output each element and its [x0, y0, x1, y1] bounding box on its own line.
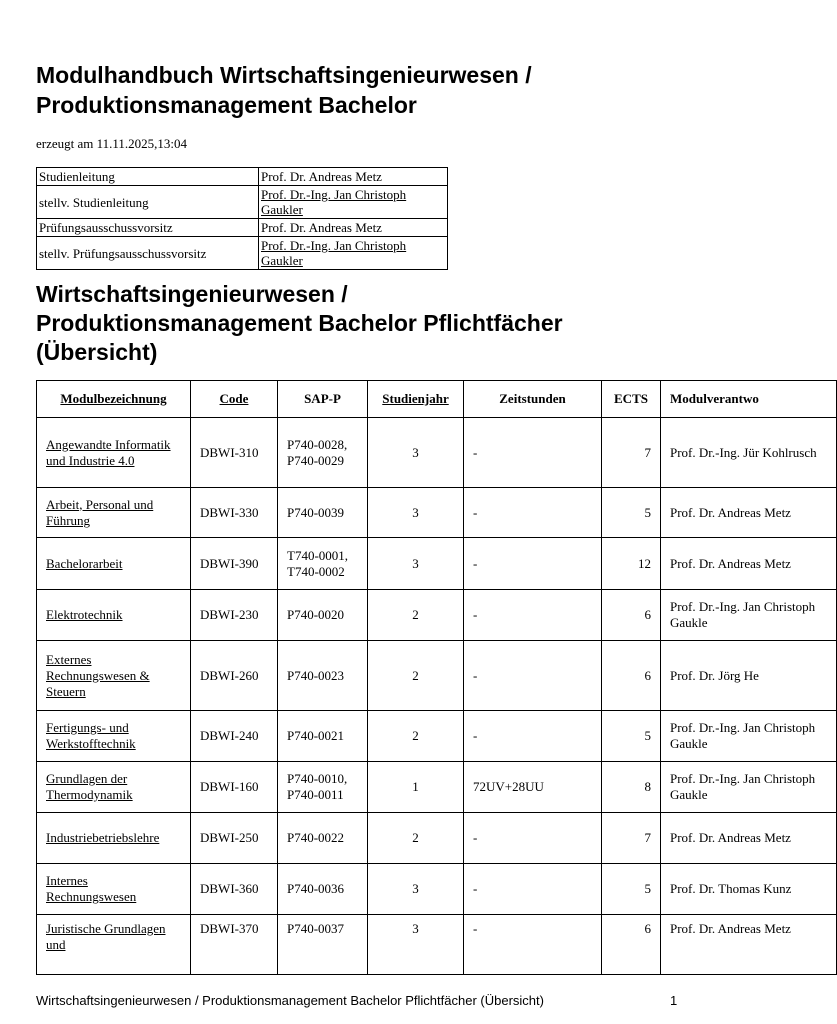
module-studienjahr: 3 [412, 881, 419, 896]
module-responsible-cell [661, 813, 837, 864]
info-value-link[interactable]: Prof. Dr.-Ing. Jan Christoph Gaukler [259, 186, 448, 219]
module-zeitstunden: - [473, 555, 478, 571]
modules-table [36, 380, 837, 975]
module-zeitstunden: - [473, 728, 478, 743]
section-title [36, 280, 756, 367]
module-sap-p: P740-0020 [287, 607, 345, 622]
module-sap-p: P740-0036 [287, 881, 345, 896]
module-responsible-cell [661, 641, 837, 711]
module-sap-p: P740-0022 [287, 830, 345, 845]
module-responsible: Prof. Dr. Andreas Metz [670, 555, 791, 571]
module-studienjahr-cell [368, 711, 464, 762]
module-name-link[interactable]: Juristische Grundlagen und [46, 921, 166, 952]
module-code: DBWI-370 [200, 921, 259, 936]
module-zeitstunden-cell [464, 813, 602, 864]
module-responsible-cell [661, 864, 837, 915]
module-responsible: Prof. Dr.-Ing. Jan Christoph Gaukle [670, 720, 816, 751]
module-name-link[interactable]: Arbeit, Personal und Führung [46, 496, 154, 528]
module-ects-cell [602, 711, 661, 762]
module-studienjahr-cell [368, 590, 464, 641]
module-studienjahr-cell [368, 418, 464, 488]
module-studienjahr: 3 [412, 444, 419, 460]
module-code: DBWI-160 [200, 779, 259, 794]
module-name-link[interactable]: Angewandte Informatik und Industrie 4.0 [46, 436, 171, 468]
module-code-cell [191, 864, 278, 915]
module-row [37, 864, 837, 915]
module-zeitstunden: 72UV+28UU [473, 779, 544, 794]
module-code: DBWI-310 [200, 444, 259, 460]
section-title-line2: Produktionsmanagement Bachelor Pflichtfächer [36, 310, 563, 336]
module-ects: 5 [644, 881, 651, 896]
module-name-link-cell [37, 915, 191, 975]
header-modulverantwortung: Modulverantwo [661, 381, 837, 418]
module-row [37, 711, 837, 762]
module-ects: 6 [644, 607, 651, 622]
module-name-link[interactable]: Fertigungs- und Werkstofftechnik [46, 720, 136, 751]
header-sap-p: SAP-P [278, 381, 368, 418]
module-studienjahr-cell [368, 864, 464, 915]
header-modulbezeichnung[interactable]: Modulbezeichnung [37, 381, 191, 418]
info-table [36, 167, 448, 270]
module-row [37, 418, 837, 488]
module-zeitstunden: - [473, 881, 478, 896]
module-row [37, 915, 837, 975]
module-zeitstunden-cell [464, 711, 602, 762]
module-sap-p-cell [278, 488, 368, 538]
module-studienjahr: 2 [412, 728, 419, 743]
header-studienjahr[interactable]: Studienjahr [368, 381, 464, 418]
module-studienjahr: 3 [412, 555, 419, 571]
module-ects: 6 [644, 921, 651, 936]
page-number: 1 [670, 993, 678, 1008]
module-name-link[interactable]: Internes Rechnungswesen [46, 873, 137, 904]
module-code: DBWI-260 [200, 667, 259, 683]
module-name-link[interactable]: Elektrotechnik [46, 607, 123, 622]
module-sap-p-cell [278, 762, 368, 813]
module-responsible-cell [661, 915, 837, 975]
module-row [37, 813, 837, 864]
info-row [37, 237, 448, 270]
module-zeitstunden-cell [464, 864, 602, 915]
module-studienjahr-cell [368, 488, 464, 538]
module-ects: 6 [644, 667, 651, 683]
module-ects-cell [602, 864, 661, 915]
module-row [37, 488, 837, 538]
module-row [37, 641, 837, 711]
module-responsible-cell [661, 488, 837, 538]
module-studienjahr: 2 [412, 667, 419, 683]
module-sap-p-cell [278, 711, 368, 762]
module-sap-p: P740-0028, P740-0029 [287, 436, 348, 468]
module-code: DBWI-240 [200, 728, 259, 743]
module-name-link-cell [37, 418, 191, 488]
document-title [36, 60, 756, 120]
module-sap-p: P740-0023 [287, 667, 345, 683]
module-studienjahr-cell [368, 762, 464, 813]
module-zeitstunden: - [473, 830, 478, 845]
module-ects: 12 [638, 555, 651, 571]
module-sap-p-cell [278, 915, 368, 975]
module-ects: 7 [644, 830, 651, 845]
module-zeitstunden-cell [464, 418, 602, 488]
module-sap-p-cell [278, 641, 368, 711]
module-zeitstunden: - [473, 607, 478, 622]
module-responsible: Prof. Dr. Thomas Kunz [670, 881, 792, 896]
document-title-line2: Produktionsmanagement Bachelor [36, 92, 417, 118]
module-sap-p: P740-0037 [287, 921, 345, 936]
module-studienjahr: 3 [412, 921, 419, 936]
module-sap-p: P740-0010, P740-0011 [287, 771, 348, 802]
section-title-line3: (Übersicht) [36, 339, 158, 365]
module-responsible: Prof. Dr.-Ing. Jan Christoph Gaukle [670, 771, 816, 802]
module-responsible: Prof. Dr. Andreas Metz [670, 921, 791, 936]
module-ects-cell [602, 915, 661, 975]
module-ects-cell [602, 488, 661, 538]
module-code: DBWI-390 [200, 555, 259, 571]
module-ects-cell [602, 762, 661, 813]
module-sap-p-cell [278, 538, 368, 590]
module-responsible: Prof. Dr.-Ing. Jan Christoph Gaukle [670, 599, 816, 630]
module-zeitstunden: - [473, 444, 478, 460]
info-label: Studienleitung [37, 168, 259, 186]
header-ects: ECTS [602, 381, 661, 418]
module-sap-p: T740-0001, T740-0002 [287, 547, 349, 579]
module-name-link-cell [37, 641, 191, 711]
module-studienjahr: 1 [412, 779, 419, 794]
module-row [37, 762, 837, 813]
module-code: DBWI-250 [200, 830, 259, 845]
module-name-link-cell [37, 488, 191, 538]
module-responsible: Prof. Dr. Andreas Metz [670, 504, 791, 520]
module-zeitstunden: - [473, 921, 478, 936]
module-code-cell [191, 813, 278, 864]
info-label: stellv. Prüfungsausschussvorsitz [37, 237, 259, 270]
info-row [37, 219, 448, 237]
module-responsible-cell [661, 418, 837, 488]
module-ects: 5 [644, 504, 651, 520]
info-value: Prof. Dr. Andreas Metz [259, 219, 448, 237]
module-studienjahr: 2 [412, 607, 419, 622]
module-name-link-cell [37, 762, 191, 813]
module-code-cell [191, 538, 278, 590]
module-studienjahr: 2 [412, 830, 419, 845]
module-name-link-cell [37, 864, 191, 915]
module-zeitstunden-cell [464, 488, 602, 538]
module-ects: 8 [644, 779, 651, 794]
module-zeitstunden: - [473, 667, 478, 683]
module-studienjahr-cell [368, 813, 464, 864]
module-name-link[interactable]: Industriebetriebslehre [46, 830, 160, 845]
module-sap-p-cell [278, 813, 368, 864]
info-label: Prüfungsausschussvorsitz [37, 219, 259, 237]
module-name-link[interactable]: Bachelorarbeit [46, 555, 123, 571]
module-responsible-cell [661, 538, 837, 590]
module-studienjahr-cell [368, 538, 464, 590]
module-zeitstunden-cell [464, 641, 602, 711]
module-ects-cell [602, 813, 661, 864]
generated-date: erzeugt am 11.11.2025,13:04 [36, 136, 188, 151]
module-responsible: Prof. Dr. Andreas Metz [670, 830, 791, 845]
module-studienjahr-cell [368, 641, 464, 711]
module-ects-cell [602, 538, 661, 590]
module-sap-p-cell [278, 864, 368, 915]
header-zeitstunden: Zeitstunden [464, 381, 602, 418]
module-ects: 5 [644, 728, 651, 743]
module-sap-p: P740-0021 [287, 728, 345, 743]
modules-table-wrapper [36, 380, 817, 980]
module-row [37, 538, 837, 590]
info-label: stellv. Studienleitung [37, 186, 259, 219]
module-responsible-cell [661, 762, 837, 813]
module-code-cell [191, 418, 278, 488]
module-zeitstunden-cell [464, 762, 602, 813]
module-ects: 7 [644, 444, 651, 460]
module-studienjahr-cell [368, 915, 464, 975]
section-title-line1: Wirtschaftsingenieurwesen / [36, 281, 348, 307]
info-value-link[interactable]: Prof. Dr.-Ing. Jan Christoph Gaukler [259, 237, 448, 270]
module-name-link-cell [37, 538, 191, 590]
info-row [37, 168, 448, 186]
module-code-cell [191, 711, 278, 762]
module-code-cell [191, 488, 278, 538]
module-sap-p-cell [278, 418, 368, 488]
module-name-link[interactable]: Grundlagen der Thermodynamik [46, 771, 133, 802]
module-name-link-cell [37, 813, 191, 864]
module-zeitstunden-cell [464, 590, 602, 641]
document-title-line1: Modulhandbuch Wirtschaftsingenieurwesen / [36, 62, 532, 88]
module-zeitstunden: - [473, 504, 478, 520]
module-code: DBWI-230 [200, 607, 259, 622]
module-code-cell [191, 590, 278, 641]
module-zeitstunden-cell [464, 538, 602, 590]
module-row [37, 590, 837, 641]
module-name-link[interactable]: Externes Rechnungswesen & Steuern [46, 651, 150, 699]
module-name-link-cell [37, 590, 191, 641]
header-code[interactable]: Code [191, 381, 278, 418]
modules-header-row [37, 381, 837, 418]
module-responsible: Prof. Dr. Jörg He [670, 667, 759, 683]
module-ects-cell [602, 418, 661, 488]
module-sap-p: P740-0039 [287, 504, 345, 520]
module-zeitstunden-cell [464, 915, 602, 975]
module-code-cell [191, 762, 278, 813]
info-value: Prof. Dr. Andreas Metz [259, 168, 448, 186]
page-footer: Wirtschaftsingenieurwesen / Produktionsmanagement Bachelor Pflichtfächer (Übersicht) [36, 993, 544, 1008]
module-studienjahr: 3 [412, 504, 419, 520]
module-sap-p-cell [278, 590, 368, 641]
info-row [37, 186, 448, 219]
module-responsible-cell [661, 711, 837, 762]
module-code-cell [191, 915, 278, 975]
module-responsible-cell [661, 590, 837, 641]
module-code-cell [191, 641, 278, 711]
module-ects-cell [602, 590, 661, 641]
module-code: DBWI-330 [200, 504, 259, 520]
module-code: DBWI-360 [200, 881, 259, 896]
module-name-link-cell [37, 711, 191, 762]
module-ects-cell [602, 641, 661, 711]
module-responsible: Prof. Dr.-Ing. Jür Kohlrusch [670, 444, 817, 460]
